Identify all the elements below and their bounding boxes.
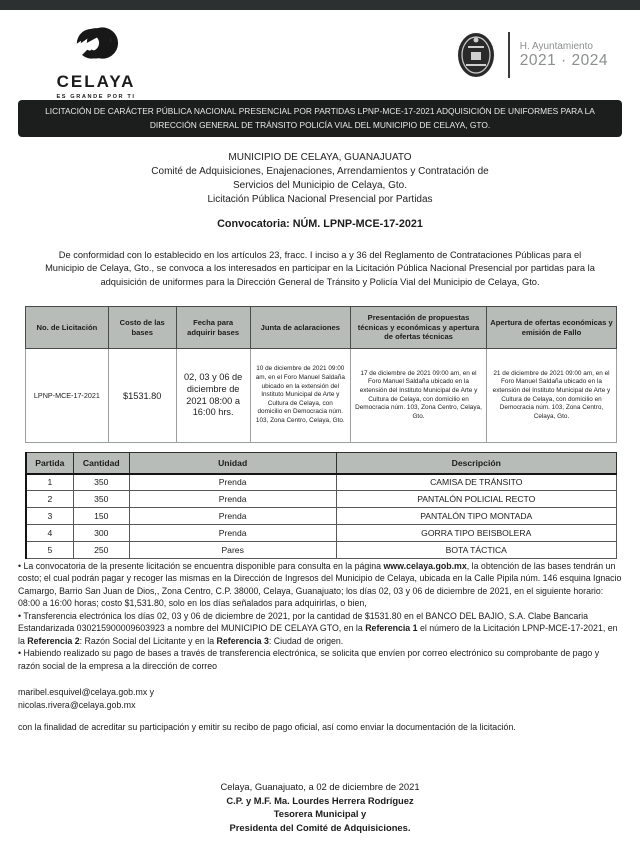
- item-unidad: Prenda: [129, 508, 336, 525]
- coat-of-arms-icon: [454, 28, 498, 82]
- referencia-1-label: Referencia 1: [365, 623, 418, 634]
- ayuntamiento-line1: H. Ayuntamiento: [519, 40, 593, 52]
- signature-title-2: Presidenta del Comité de Adquisiciones.: [229, 821, 411, 833]
- contact-emails: [18, 686, 622, 712]
- item-unidad: Prenda: [129, 474, 336, 491]
- item-row: [26, 525, 617, 542]
- note-bullet-3: • Habiendo realizado su pago de bases a través de transferencia electrónica, se solicita que envíen por correo electrónico su comprobante de pago y razón social de la empresa a la dirección de correo: [18, 648, 600, 671]
- logo-tagline: ES GRANDE POR TI: [56, 94, 136, 100]
- item-unidad: Prenda: [129, 491, 336, 508]
- item-partida: 5: [26, 542, 73, 559]
- cell-costo: $1531.80: [108, 349, 176, 443]
- item-descripcion: CAMISA DE TRÁNSITO: [336, 474, 617, 491]
- item-cantidad: 350: [73, 474, 129, 491]
- cell-fecha: 02, 03 y 06 de diciembre de 2021 08:00 a 16:00 hrs.: [176, 349, 250, 443]
- ayuntamiento-line2: 2021 · 2024: [519, 51, 608, 69]
- website-link[interactable]: www.celaya.gob.mx: [383, 561, 467, 571]
- item-cantidad: 150: [73, 508, 129, 525]
- schedule-table: [25, 306, 617, 443]
- col-costo-bases: Costo de las bases: [108, 307, 176, 349]
- item-row: [26, 491, 617, 508]
- licitacion-banner: LICITACIÓN DE CARÁCTER PÚBLICA NACIONAL PRESENCIAL POR PARTIDAS LPNP-MCE-17-2021 ADQUISICIÓN DE UNIFORMES PARA LA DIRECCIÓN GENERAL DE TRÁNSITO POLICÍA VIAL DEL MUNICIPIO DE CELAYA, GTO.: [18, 100, 622, 137]
- schedule-header-row: [26, 307, 617, 349]
- col-junta-aclaraciones: Junta de aclaraciones: [250, 307, 350, 349]
- item-partida: 1: [26, 474, 73, 491]
- document-header: [0, 18, 640, 100]
- item-descripcion: PANTALÓN POLICIAL RECTO: [336, 491, 617, 508]
- col-presentacion-propuestas: Presentación de propuestas técnicas y económicas y apertura de ofertas técnicas: [351, 307, 487, 349]
- title-line-municipio: MUNICIPIO DE CELAYA, GUANAJUATO: [228, 152, 412, 163]
- item-unidad: Pares: [129, 542, 336, 559]
- title-line-servicios: Servicios del Municipio de Celaya, Gto.: [233, 180, 407, 191]
- col-fecha-bases: Fecha para adquirir bases: [176, 307, 250, 349]
- title-line-licitacion: Licitación Pública Nacional Presencial por Partidas: [207, 194, 433, 205]
- item-descripcion: GORRA TIPO BEISBOLERA: [336, 525, 617, 542]
- signature-name: C.P. y M.F. Ma. Lourdes Herrera Rodríguez: [226, 794, 414, 806]
- note2-text-cont2: : Razón Social del Licitante y en la: [79, 635, 217, 646]
- item-partida: 2: [26, 491, 73, 508]
- convocatoria-number: Convocatoria: NÚM. LPNP-MCE-17-2021: [217, 218, 423, 230]
- col-descripcion: Descripción: [336, 453, 617, 474]
- email-nicolas[interactable]: nicolas.rivera@celaya.gob.mx: [18, 700, 136, 711]
- email-maribel[interactable]: maribel.esquivel@celaya.gob.mx y: [18, 687, 155, 697]
- seal-divider: [508, 32, 510, 78]
- top-bar: [0, 0, 640, 10]
- cell-apertura: 21 de diciembre de 2021 09:00 am, en el Foro Manuel Saldaña ubicado en la extensión del Instituto Municipal de Arte y Cultura de Celaya, con domicilio en Democracia núm. 103, Zona Centro, Celaya, Gto.: [486, 349, 616, 443]
- signature-block: [0, 780, 640, 835]
- title-block: [0, 151, 640, 207]
- note-bullet-1: [18, 560, 622, 610]
- item-row: [26, 508, 617, 525]
- col-no-licitacion: No. de Licitación: [26, 307, 109, 349]
- cell-licitacion: LPNP-MCE-17-2021: [26, 349, 109, 443]
- logo-wordmark: CELAYA: [56, 72, 136, 91]
- signature-date: Celaya, Guanajuato, a 02 de diciembre de 2021: [220, 781, 420, 792]
- col-partida: Partida: [26, 453, 73, 474]
- ayuntamiento-seal-group: [454, 28, 608, 82]
- celaya-logo: [36, 20, 156, 100]
- col-apertura-ofertas: Apertura de ofertas económicas y emisión de Fallo: [486, 307, 616, 349]
- col-unidad: Unidad: [129, 453, 336, 474]
- schedule-data-row: [26, 349, 617, 443]
- notes-section: [18, 560, 622, 672]
- items-header-row: [26, 453, 617, 474]
- note2-text: • Transferencia electrónica los días 02, 03 y 06 de diciembre de 2021, por la cantidad de $1531.80 en el BANCO DEL BAJIO, S.A. Clabe Bancaria Estandarizada 030215900009603923 a nombre del MUNICIPIO DE CELAYA GTO, en la: [18, 610, 588, 634]
- item-unidad: Prenda: [129, 525, 336, 542]
- items-table: [25, 452, 617, 559]
- celaya-c-icon: [68, 20, 124, 66]
- closing-paragraph: con la finalidad de acreditar su participación y emitir su recibo de pago oficial, así como enviar la documentación de la licitación.: [18, 722, 516, 732]
- note1-text-cont: , la obtención de las bases tendrán un costo; el cual podrán pagar y recoger las mismas en la Dirección de Ingresos del Municipio de Celaya, ubicada en la Calle Pipila núm. 146 esquina Ignacio Camargo, Barrio San Juan de Dios,, Zona Centro, C.P. 38000, Celaya, Guanajuato; los días 02, 03 y 06 de diciembre de 2021, en el siguiente horario: 08:00 a 16:00 horas; costo $1,531.80, solo en los días señalados para adquirirlas, o bien,: [18, 561, 622, 609]
- signature-title-1: Tesorera Municipal y: [273, 808, 367, 820]
- note-bullet-2: [18, 610, 622, 647]
- intro-paragraph: De conformidad con lo establecido en los artículos 23, fracc. I inciso a y 36 del Reglamento de Contrataciones Públicas para el Municipio de Celaya, Gto., se convoca a los interesados en participar en la Licitación Pública Nacional Presencial por partidas para la adquisición de uniformes para la Dirección General de Tránsito y Policía Vial del Municipio de Celaya, Gto.: [45, 250, 595, 287]
- cell-presentacion: 17 de diciembre de 2021 09:00 am, en el Foro Manuel Saldaña ubicado en la extensión del Instituto Municipal de Arte y Cultura de Celaya, con domicilio en Democracia núm. 103, Zona Centro, Celaya, Gto.: [351, 349, 487, 443]
- item-partida: 3: [26, 508, 73, 525]
- cell-junta: 10 de diciembre de 2021 09:00 am, en el Foro Manuel Saldaña ubicado en la extensión del Instituto Municipal de Arte y Cultura de Celaya, con domicilio en Democracia núm. 103, Zona Centro, Celaya, Gto.: [250, 349, 350, 443]
- item-row: [26, 474, 617, 491]
- col-cantidad: Cantidad: [73, 453, 129, 474]
- item-row: [26, 542, 617, 559]
- item-cantidad: 300: [73, 525, 129, 542]
- ayuntamiento-label: [520, 41, 608, 69]
- note2-text-cont3: : Ciudad de origen.: [268, 635, 344, 646]
- item-cantidad: 250: [73, 542, 129, 559]
- title-line-comite: Comité de Adquisiciones, Enajenaciones, Arrendamientos y Contratación de: [151, 166, 489, 177]
- note2-text-cont1: el número de la Licitación LPNP-MCE-17-2021, en la: [18, 623, 618, 646]
- item-descripcion: PANTALÓN TIPO MONTADA: [336, 508, 617, 525]
- referencia-2-label: Referencia 2: [27, 635, 80, 646]
- referencia-3-label: Referencia 3: [216, 635, 269, 646]
- item-partida: 4: [26, 525, 73, 542]
- note1-text: • La convocatoria de la presente licitación se encuentra disponible para consulta en la página: [18, 561, 384, 571]
- item-descripcion: BOTA TÁCTICA: [336, 542, 617, 559]
- item-cantidad: 350: [73, 491, 129, 508]
